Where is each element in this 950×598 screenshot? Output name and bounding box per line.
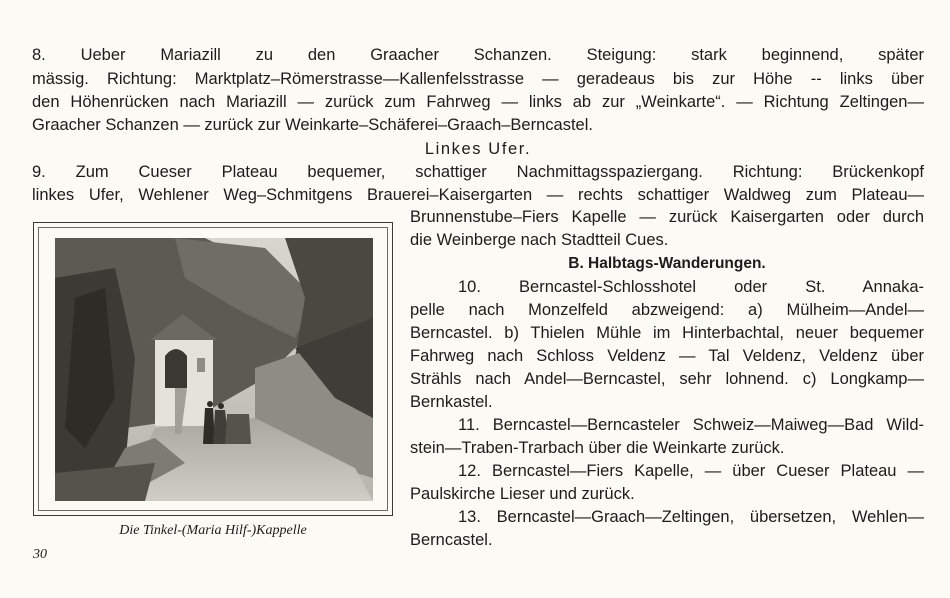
chapel-photo — [55, 238, 373, 501]
item-10-line-1: 10. Berncastel-Schlosshotel oder St. Annaka- — [458, 278, 924, 296]
item-9-line-3: Brunnenstube–Fiers Kapelle — zurück Kaisergarten oder durch — [410, 208, 924, 226]
page-number: 30 — [33, 547, 47, 562]
item-10-line-5: Strähls nach Andel—Berncastel, sehr lohnend. c) Longkamp— — [410, 370, 924, 388]
item-10-line-2: pelle nach Monzelfeld abzweigend: a) Mülheim—Andel— — [410, 301, 924, 319]
item-8-line-4: Graacher Schanzen — zurück zur Weinkarte–Schäferei–Graach–Berncastel. — [32, 116, 593, 134]
chapel-photo-illustration — [55, 238, 373, 501]
photo-caption: Die Tinkel-(Maria Hilf-)Kappelle — [119, 523, 307, 538]
item-8-line-3: den Höhenrücken nach Mariazill — zurück zum Fahrweg — links ab zur „Weinkarte“. — Richtung Zeltingen— — [32, 93, 924, 111]
item-10-line-3: Berncastel. b) Thielen Mühle im Hinterbachtal, neuer bequemer — [410, 324, 924, 342]
item-12-line-1: 12. Berncastel—Fiers Kapelle, — über Cueser Plateau — — [458, 462, 924, 480]
item-11-line-1: 11. Berncastel—Berncasteler Schweiz—Maiweg—Bad Wild- — [458, 416, 924, 434]
item-13-line-1: 13. Berncastel—Graach—Zeltingen, übersetzen, Wehlen— — [458, 508, 924, 526]
item-9-line-2: linkes Ufer, Wehlener Weg–Schmitgens Brauerei–Kaisergarten — rechts schattiger Waldweg zum Plateau— — [32, 186, 924, 204]
item-12-line-2: Paulskirche Lieser und zurück. — [410, 485, 635, 503]
item-10-line-4: Fahrweg nach Schloss Veldenz — Tal Veldenz, Veldenz über — [410, 347, 924, 365]
item-8-line-2: mässig. Richtung: Marktplatz–Römerstrasse—Kallenfelsstrasse — geradeaus bis zur Höhe -- links über — [32, 70, 924, 88]
item-9-line-4: die Weinberge nach Stadtteil Cues. — [410, 231, 669, 249]
item-11-line-2: stein—Traben-Trarbach über die Weinkarte zurück. — [410, 439, 785, 457]
item-9-line-1: 9. Zum Cueser Plateau bequemer, schattiger Nachmittagsspaziergang. Richtung: Brückenkopf — [32, 163, 924, 181]
item-8-line-1: 8. Ueber Mariazill zu den Graacher Schanzen. Steigung: stark beginnend, später — [32, 46, 924, 64]
heading-halbtags-wanderungen: B. Halbtags-Wanderungen. — [568, 255, 766, 272]
item-10-line-6: Bernkastel. — [410, 393, 493, 411]
heading-linkes-ufer: Linkes Ufer. — [424, 140, 532, 158]
item-13-line-2: Berncastel. — [410, 531, 493, 549]
